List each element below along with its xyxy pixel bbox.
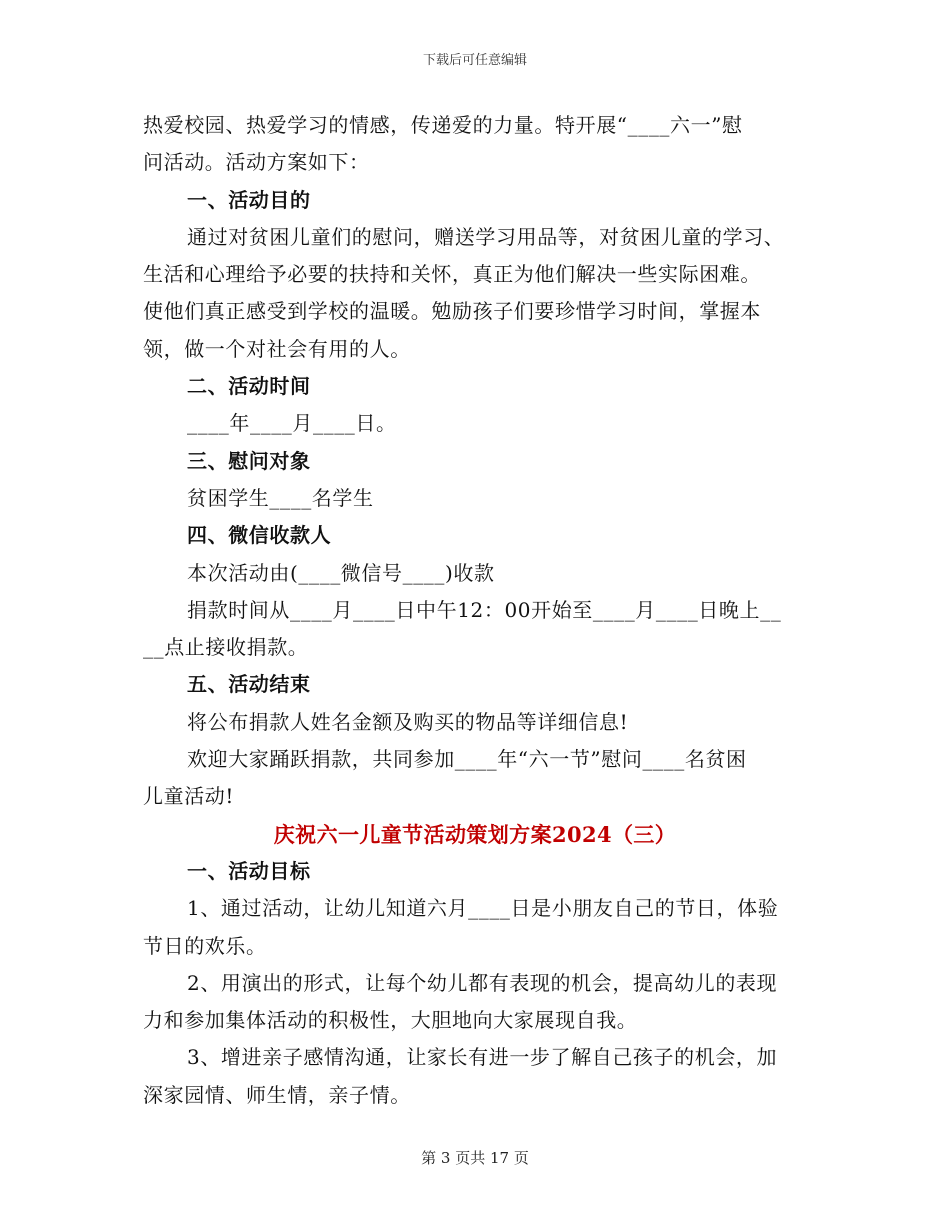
paragraph-line: 力和参加集体活动的积极性，大胆地向大家展现自我。 [143,1008,638,1033]
section-heading: 一、活动目的 [187,187,311,212]
paragraph-line: 生活和心理给予必要的扶持和关怀，真正为他们解决一些实际困难。 [143,262,761,287]
paragraph-line: 深家园情、师生情，亲子情。 [143,1082,411,1107]
page-header: 下载后可任意编辑 [422,53,527,68]
paragraph-line: 问活动。活动方案如下： [143,150,370,175]
paragraph-line: 欢迎大家踊跃捐款，共同参加____年“六一节”慰问____名贫困 [187,747,747,772]
paragraph-line: 使他们真正感受到学校的温暖。勉励孩子们要珍惜学习时间，掌握本 [143,299,761,324]
paragraph-line: 领，做一个对社会有用的人。 [143,336,411,361]
paragraph-line: 儿童活动! [143,784,235,809]
section-heading: 四、微信收款人 [187,523,332,548]
document-title: 庆祝六一儿童节活动策划方案2024（三） [273,821,677,847]
paragraph-line: 本次活动由(____微信号____)收款 [187,560,495,585]
section-heading: 五、活动结束 [187,672,311,697]
paragraph-line: 将公布捐款人姓名金额及购买的物品等详细信息! [187,709,629,734]
paragraph-line: 贫困学生____名学生 [187,485,374,510]
paragraph-line: __点止接收捐款。 [143,635,309,660]
paragraph-line: 1、通过活动，让幼儿知道六月____日是小朋友自己的节日，体验 [187,896,779,921]
paragraph-line: 捐款时间从____月____日中午12：00开始至____月____日晚上__ [187,597,782,622]
document-body [143,107,807,1114]
paragraph-line: 热爱校园、热爱学习的情感，传递爱的力量。特开展“____六一”慰 [143,113,743,137]
paragraph-line: 通过对贫困儿童们的慰问，赠送学习用品等，对贫困儿童的学习、 [187,224,785,249]
paragraph-line: 2、用演出的形式，让每个幼儿都有表现的机会，提高幼儿的表现 [187,970,778,995]
paragraph-line: 节日的欢乐。 [143,933,267,958]
section-heading: 二、活动时间 [187,374,311,399]
paragraph-line: 3、增进亲子感情沟通，让家长有进一步了解自己孩子的机会，加 [187,1045,778,1070]
section-heading: 三、慰问对象 [187,448,311,473]
paragraph-line: ____年____月____日。 [187,411,397,436]
section-heading: 一、活动目标 [187,858,311,883]
page-number: 第 3 页共 17 页 [421,1149,529,1167]
